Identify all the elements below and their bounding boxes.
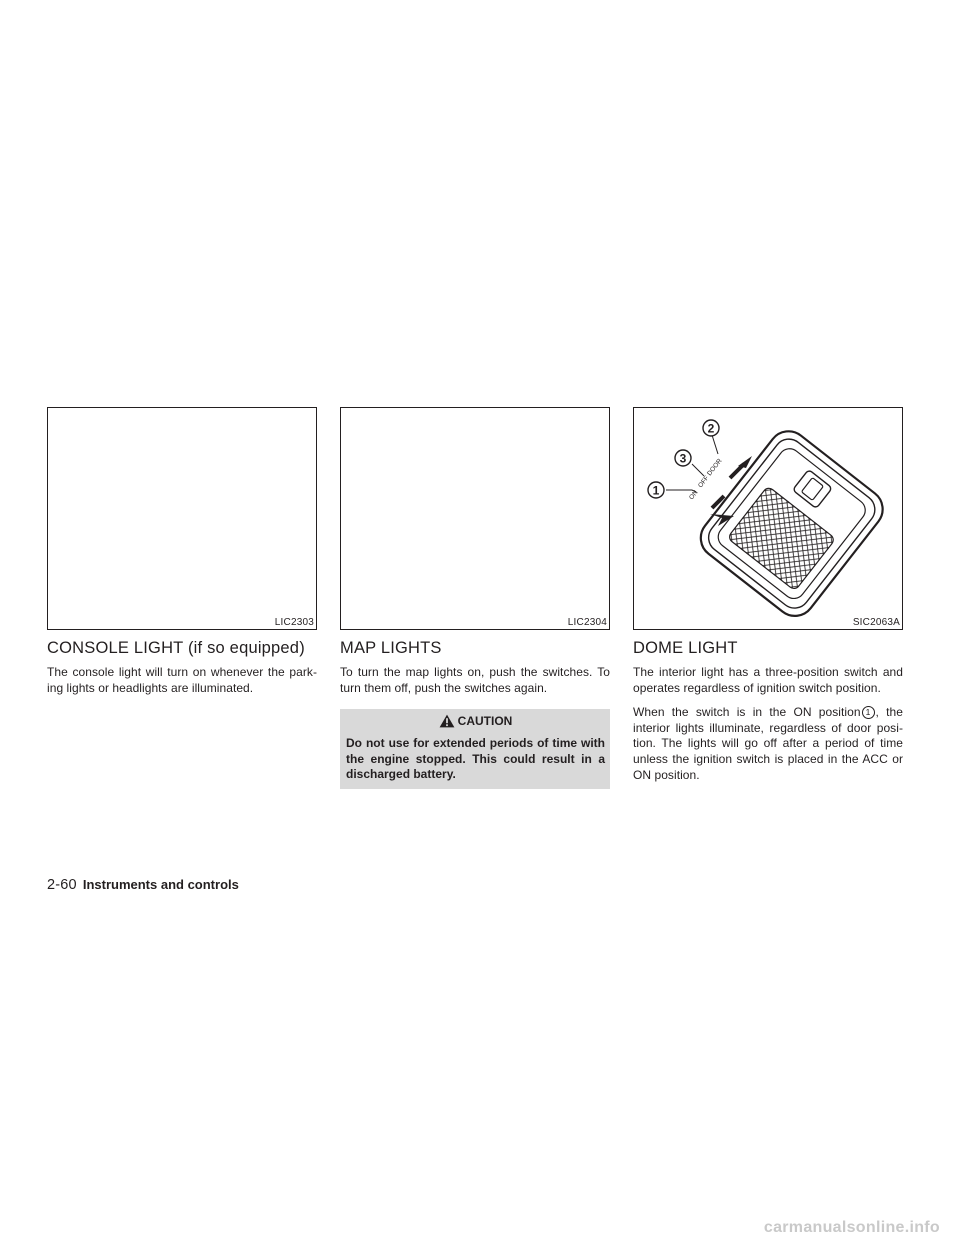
column-dome-light — [633, 407, 903, 783]
figure-code: LIC2303 — [274, 617, 314, 628]
paragraph: The console light will turn on whenever the park-ing lights or headlights are illuminated. — [47, 665, 317, 695]
caution-text: Do not use for extended periods of time with the engine stopped. This could result in a discharged battery. — [346, 736, 605, 782]
caution-box — [340, 709, 610, 789]
heading-map-lights: MAP LIGHTS — [340, 639, 442, 657]
switch-label-door: DOOR — [706, 457, 724, 478]
caution-title: CAUTION — [457, 713, 513, 728]
figure-dome-light — [633, 407, 903, 630]
section-title: Instruments and controls — [82, 877, 239, 892]
callout-2: 2 — [707, 421, 715, 436]
column-console-light — [47, 407, 317, 696]
paragraph-text: , the interior lights illuminate, regardless of door posi-tion. The lights will go off after a period of time unless the ignition switch is placed in the ACC or ON position. — [633, 705, 903, 782]
heading-dome-light: DOME LIGHT — [633, 639, 738, 657]
heading-console-light: CONSOLE LIGHT (if so equipped) — [47, 639, 305, 657]
callout-marker: 1 — [862, 706, 875, 719]
switch-label-off: OFF — [697, 474, 711, 490]
paragraph-switch-on — [633, 705, 903, 783]
paragraph-text: When the switch is in the ON position — [633, 705, 861, 720]
paragraph: The interior light has a three-position switch and operates regardless of ignition switch position. — [633, 665, 903, 695]
figure-code: LIC2304 — [567, 617, 607, 628]
dome-light-illustration — [634, 408, 902, 629]
watermark: carmanualsonline.info — [763, 1219, 940, 1236]
callout-1: 1 — [652, 483, 660, 498]
switch-label-on: ON — [688, 489, 700, 502]
callout-3: 3 — [679, 451, 687, 466]
caution-header — [346, 709, 605, 732]
figure-console-light — [47, 407, 317, 630]
paragraph: To turn the map lights on, push the switches. To turn them off, push the switches again. — [340, 665, 610, 695]
column-map-lights — [340, 407, 610, 789]
figure-map-lights — [340, 407, 610, 630]
page-footer — [47, 877, 239, 893]
page-number: 2-60 — [47, 877, 77, 893]
figure-code: SIC2063A — [852, 617, 900, 628]
warning-icon — [439, 714, 455, 728]
